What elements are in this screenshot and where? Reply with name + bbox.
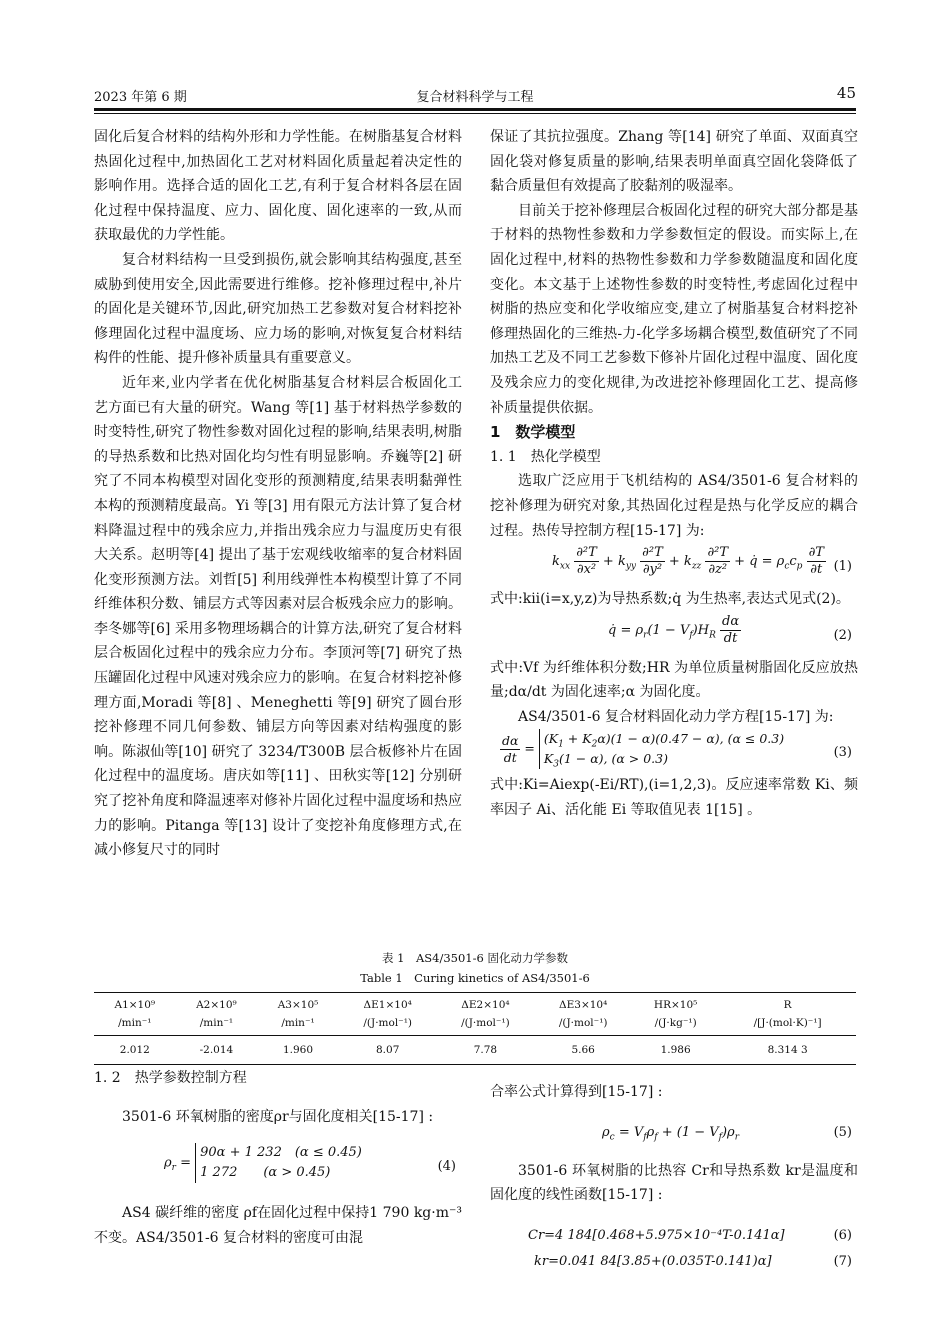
page-number: 45 xyxy=(836,84,856,102)
table-unit: /min⁻¹ xyxy=(94,1014,176,1036)
table-cell: 1.960 xyxy=(257,1036,339,1065)
equation-text: Cr=4 184[0.468+5.975×10⁻⁴T-0.141α] xyxy=(528,1227,785,1243)
table-header: R xyxy=(719,993,856,1015)
paragraph: AS4/3501-6 复合材料固化动力学方程[15-17] 为: xyxy=(518,708,834,725)
equation-number: (6) xyxy=(833,1227,852,1243)
table-header: ΔE2×10⁴ xyxy=(437,993,535,1015)
paragraph: 复合材料结构一旦受到损伤,就会影响其结构强度,甚至威胁到使用安全,因此需要进行维修。挖补修理过程中,补片的固化是关键环节,因此,研究加热工艺参数对复合材料挖补修理固化过程中温度场、应力场的影响,对恢复复合材料结构件的性能、提升修补质量具有重要意义。 xyxy=(94,251,462,367)
journal-title: 复合材料科学与工程 xyxy=(416,90,534,105)
issue-label: 2023 年第 6 期 xyxy=(94,90,187,105)
table-header: A3×10⁵ xyxy=(257,993,339,1015)
equation-4: $\rho_r = 90\alpha + 1$ 232 (α ≤ 0.45) 1 272 (α > 0.45) (4) xyxy=(94,1143,462,1187)
paragraph: 固化后复合材料的结构外形和力学性能。在树脂基复合材料热固化过程中,加热固化工艺对材料固化质量起着决定性的影响作用。选择合适的固化工艺,有利于复合材料各层在固化过程中保持温度、应力、固化度、固化速率的一致,从而获取最优的力学性能。 xyxy=(94,129,462,244)
equation-text: kr=0.041 84[3.85+(0.035T-0.141)α] xyxy=(534,1253,772,1269)
left-column xyxy=(94,125,462,863)
paragraph: 合率公式计算得到[15-17] : xyxy=(490,1084,663,1100)
table-header: A2×10⁹ xyxy=(176,993,258,1015)
table-unit: /(J·mol⁻¹) xyxy=(437,1014,535,1036)
table-cell: 8.314 3 xyxy=(719,1036,856,1065)
table-header: ΔE1×10⁴ xyxy=(339,993,437,1015)
equation-6 xyxy=(490,1222,858,1248)
paragraph: 选取广泛应用于飞机结构的 AS4/3501-6 复合材料的挖补修理为研究对象,其热固化过程是热与化学反应的耦合过程。热传导控制方程[15-17] 为: xyxy=(490,473,858,539)
section-heading: 1 数学模型 xyxy=(490,423,576,442)
equation-number: (5) xyxy=(833,1124,852,1140)
paragraph: AS4 碳纤维的密度 ρf在固化过程中保持1 790 kg·m⁻³不变。AS4/3501-6 复合材料的密度可由混 xyxy=(94,1205,462,1246)
table-caption-en: Table 1 Curing kinetics of AS4/3501-6 xyxy=(360,971,590,985)
equation-number: (1) xyxy=(833,559,852,575)
table-header: ΔE3×10⁴ xyxy=(534,993,632,1015)
table-cell: 2.012 xyxy=(94,1036,176,1065)
subsection-heading: 1. 1 热化学模型 xyxy=(490,448,601,465)
table-cell: 7.78 xyxy=(437,1036,535,1065)
paragraph: 式中:Ki=Aiexp(-Ei/RT),(i=1,2,3)。反应速率常数 Ki、频率因子 Ai、活化能 Ei 等取值见表 1[15] 。 xyxy=(490,777,858,819)
header-rule-thick xyxy=(94,108,856,111)
equation-number: (2) xyxy=(833,627,852,643)
paragraph: 近年来,业内学者在优化树脂基复合材料层合板固化工艺方面已有大量的研究。Wang 等[1] 基于材料热学参数的时变特性,研究了物性参数对固化过程的影响,结果表明,树脂的导热系数和比热对固化均匀性有明显影响。乔巍等[2] 研究了不同本构模型对固化变形的预测精度,结果表明黏弹性本构的预测精度最高。Yi 等[3] 用有限元方法计算了复合材料降温过程中的残余应力,并指出残余应力与温度历史有很大关系。赵明等[4] 提出了基于宏观线收缩率的复合材料固化变形预测方法。刘哲[5] 利用线弹性本构模型计算了不同纤维体积分数、铺层方式等因素对层合板残余应力的影响。李冬娜等[6] 采用多物理场耦合的计算方法,研究了复合材料层合板固化过程中的残余应力分布。李顶河等[7] 研究了热压罐固化过程中风速对残余应力的影响。在复合材料挖补修理方面,Moradi 等[8] 、Meneghetti 等[9] 研究了圆台形挖补修理不同几何参数、铺层方向等因素对结构强度的影响。陈淑仙等[10] 研究了 3234/T300B 层合板修补片在固化过程中的温度场。唐庆如等[11] 、田秋实等[12] 分别研究了挖补角度和降温速率对修补片固化过程中温度场和热应力的影响。Pitanga 等[13] 设计了变挖补角度修理方式,在减小修复尺寸的同时 xyxy=(94,374,462,859)
table-unit: /[J·(mol·K)⁻¹] xyxy=(719,1014,856,1036)
right-column xyxy=(490,125,858,823)
paragraph: 3501-6 环氧树脂的比热容 Cr和导热系数 kr是温度和固化度的线性函数[15-17] : xyxy=(490,1162,858,1204)
table-unit: /(J·kg⁻¹) xyxy=(632,1014,719,1036)
header-rule-thin xyxy=(94,113,856,114)
equation-2: q̇ = $\rho_r(1 - V_f)H_R$ $\frac{d\alpha}{dt}$ (2) xyxy=(490,612,858,656)
table-header: A1×10⁹ xyxy=(94,993,176,1015)
equation-number: (4) xyxy=(437,1159,456,1175)
running-header xyxy=(94,86,856,108)
paragraph: 式中:kii(i=x,y,z)为导热系数;q̇ 为生热率,表达式见式(2)。 xyxy=(490,591,850,608)
table-caption-cn: 表 1 AS4/3501-6 固化动力学参数 xyxy=(382,951,568,965)
equation-5: $\rho_c = V_f\rho_f + (1 - V_f)\rho_r$ (5) xyxy=(490,1119,858,1145)
subsection-heading: 1. 2 热学参数控制方程 xyxy=(94,1070,247,1086)
lower-left-column xyxy=(94,1066,462,1264)
table-unit: /(J·mol⁻¹) xyxy=(534,1014,632,1036)
table-cell: 8.07 xyxy=(339,1036,437,1065)
table-header: HR×10⁵ xyxy=(632,993,719,1015)
paragraph: 目前关于挖补修理层合板固化过程的研究大部分都是基于材料的热物性参数和力学参数恒定的假设。而实际上,在固化过程中,材料的热物性参数和力学参数随温度和固化度变化。本文基于上述物性参数的时变特性,考虑固化过程中树脂的热应变和化学收缩应变,建立了树脂基复合材料挖补修理热固化的三维热-力-化学多场耦合模型,数值研究了不同加热工艺及不同工艺参数下修补片固化过程中温度、固化度及残余应力的变化规律,为改进挖补修理固化工艺、提高修补质量提供依据。 xyxy=(490,202,858,416)
equation-number: (7) xyxy=(833,1253,852,1269)
paragraph: 式中:Vf 为纤维体积分数;HR 为单位质量树脂固化反应放热量;dα/dt 为固化速率;α 为固化度。 xyxy=(490,659,858,701)
paragraph: 3501-6 环氧树脂的密度ρr与固化度相关[15-17] : xyxy=(122,1108,434,1125)
table-unit: /(J·mol⁻¹) xyxy=(339,1014,437,1036)
paragraph: 保证了其抗拉强度。Zhang 等[14] 研究了单面、双面真空固化袋对修复质量的影响,结果表明单面真空固化袋降低了黏合质量但有效提高了胶黏剂的吸湿率。 xyxy=(490,129,858,195)
equation-7 xyxy=(490,1248,858,1274)
table-unit: /min⁻¹ xyxy=(176,1014,258,1036)
lower-right-column xyxy=(490,1066,858,1274)
table-cell: -2.014 xyxy=(176,1036,258,1065)
equation-1: $k_{xx}$ $\frac{\text{∂²T}}{\text{∂x²}}$ + $k_{yy}$ $\frac{\text{∂²T}}{\text{∂y²}}$ + $k_{zz}$ $\frac{\text{∂²T}}{\text{∂z²}}$ + q̇ = $\rho_cc_p$ $\frac{\partial T}{\partial t}$ (1) xyxy=(490,543,858,587)
curing-kinetics-table xyxy=(94,992,856,1065)
table-unit: /min⁻¹ xyxy=(257,1014,339,1036)
equation-3: $\frac{d\alpha}{dt}$ = $(K_1 + K_2\alpha)(1 - \alpha)(0.47 - \alpha)$, (α ≤ 0.3) $K_3(1 - \alpha)$, (α > 0.3) (3) xyxy=(502,731,852,770)
table-cell: 5.66 xyxy=(534,1036,632,1065)
table-cell: 1.986 xyxy=(632,1036,719,1065)
equation-number: (3) xyxy=(833,745,852,761)
